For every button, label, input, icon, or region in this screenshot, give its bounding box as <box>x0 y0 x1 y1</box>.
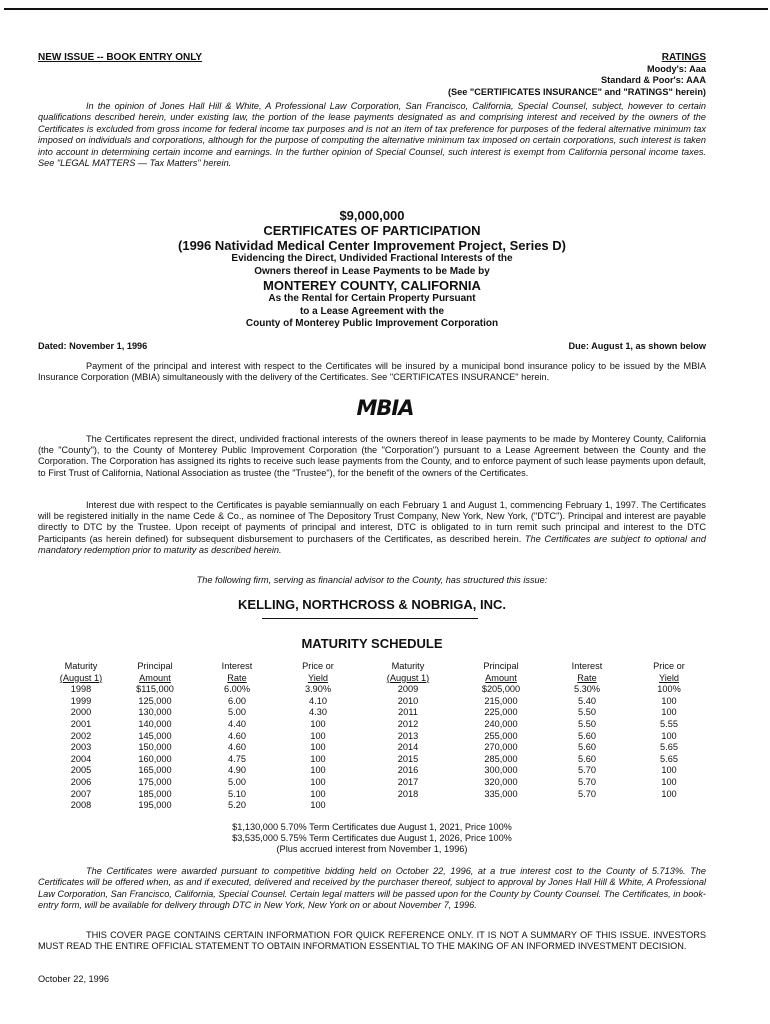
rating-sp: Standard & Poor's: AAA <box>601 75 706 86</box>
term-certificate-2026: $3,535,000 5.75% Term Certificates due August 1, 2026, Price 100% <box>232 833 512 844</box>
table-row: 2007 185,000 5.10 100 2018 335,000 5.70 100 <box>70 788 677 799</box>
advisor-line: The following firm, serving as financial advisor to the County, has structured this issue: <box>196 575 548 585</box>
issue-amount: $9,000,000 <box>339 208 405 223</box>
header-principal-2: Principal Amount <box>483 661 519 683</box>
table-row: 2002 145,000 4.60 100 2013 255,000 5.60 100 <box>70 730 677 741</box>
table-row: 1998 $115,000 6.00% 3.90% 2009 $205,000 5.30% 100% <box>70 684 681 695</box>
evidencing-line-2: Owners thereof in Lease Payments to be Made by <box>254 265 490 277</box>
top-rule <box>4 8 768 10</box>
document-date: October 22, 1996 <box>38 974 109 984</box>
dated-line: Dated: November 1, 1996 <box>38 341 148 351</box>
rental-line-3: County of Monterey Public Improvement Corporation <box>245 318 499 329</box>
certificates-paragraph: The Certificates represent the direct, undivided fractional interests of the owners thereof in lease payments to be made by Monterey County, California (the "County"), to the County of Monterey Public Improvement Corporation (the "Corporation") pursuant to a Lease Agreement between the County and the Corporation. The Corporation has assigned its rights to receive such lease payments from the County, and to enforce payment of such lease payments upon default, to First Trust of California, National Association as trustee (the "Trustee"), for the benefit of the owners of the Certificates. <box>38 434 706 478</box>
rental-line-2: to a Lease Agreement with the <box>299 305 445 317</box>
header-rate: Interest Rate <box>221 661 253 683</box>
table-row: 2003 150,000 4.60 100 2014 270,000 5.60 5.65 <box>70 742 678 753</box>
header-price-yield: Price or Yield <box>302 661 334 683</box>
rating-moodys: Moody's: Aaa <box>646 64 706 75</box>
accrued-interest-note: (Plus accrued interest from November 1, 1996) <box>276 844 468 855</box>
schedule-title: MATURITY SCHEDULE <box>301 636 443 651</box>
title-block <box>38 208 706 331</box>
table-row: 2008 195,000 5.20 100 <box>70 800 326 811</box>
table-row: 2000 130,000 5.00 4.30 2011 225,000 5.50 100 <box>70 707 677 718</box>
header-maturity: Maturity (August 1) <box>59 661 103 683</box>
term-certificates <box>38 822 706 856</box>
ratings-heading: RATINGS <box>661 52 706 63</box>
table-row: 2005 165,000 4.90 100 2016 300,000 5.70 100 <box>70 765 677 776</box>
term-certificate-2021: $1,130,000 5.70% Term Certificates due August 1, 2021, Price 100% <box>232 822 512 832</box>
insurance-paragraph: Payment of the principal and interest with respect to the Certificates will be insured by a municipal bond insurance policy to be issued by the MBIA Insurance Corporation (MBIA) simultaneously with the delivery of the Certificates. See "CERTIFICATES INSURANCE" herein. <box>38 361 706 383</box>
rental-line-1: As the Rental for Certain Property Pursuant <box>268 293 476 304</box>
header-price-yield-2: Price or Yield <box>653 661 685 683</box>
issue-label: NEW ISSUE -- BOOK ENTRY ONLY <box>38 52 203 63</box>
interest-paragraph <box>38 500 706 556</box>
county-name: MONTEREY COUNTY, CALIFORNIA <box>263 278 481 293</box>
cover-notice: THIS COVER PAGE CONTAINS CERTAIN INFORMATION FOR QUICK REFERENCE ONLY. IT IS NOT A SUMMARY OF THIS ISSUE. INVESTORS MUST READ THE ENTIRE OFFICIAL STATEMENT TO OBTAIN INFORMATION ESSENTIAL TO THE MAKING OF AN INFORMED INVESTMENT DECISION. <box>38 930 706 952</box>
tax-opinion: In the opinion of Jones Hall Hill & White, A Professional Law Corporation, San Francisco, California, Special Counsel, subject, however to certain qualifications described herein, under existing law, the portion of the lease payments designated as and comprising interest and received by the owners of the Certificates is excluded from gross income for federal income tax purposes and is not an item of tax preference for purposes of the federal alternative minimum tax imposed on individuals and corporations, although for the purpose of computing the alternative minimum tax imposed on certain corporations, such interest is taken into account in determining certain income and earnings. In the further opinion of Special Counsel, such interest is exempt from California personal income taxes. See "LEGAL MATTERS — Tax Matters" herein. <box>38 101 706 169</box>
table-row: 2001 140,000 4.40 100 2012 240,000 5.50 5.55 <box>70 718 678 729</box>
header-maturity-2: Maturity (August 1) <box>386 661 430 683</box>
redemption-note: The Certificates are subject to optional and mandatory redemption prior to maturity as described herein. <box>38 533 706 555</box>
ratings-reference: (See "CERTIFICATES INSURANCE" and "RATINGS" herein) <box>447 86 706 97</box>
mbia-logo: MBIA <box>356 396 414 420</box>
advisor-firm: KELLING, NORTHCROSS & NOBRIGA, INC. <box>238 597 506 612</box>
table-row: 2006 175,000 5.00 100 2017 320,000 5.70 100 <box>70 776 677 787</box>
interest-text: Interest due with respect to the Certificates is payable semiannually on each February 1 and August 1, commencing February 1, 1997. The Certificates will be registered initially in the name Cede & Co., as nominee of The Depository Trust Company, New York, New York, ("DTC"). Principal and interest are payable directly to DTC by the Trustee. Upon receipt of payments of principal and interest, DTC is obligated to in turn remit such principal and interest to the DTC Participants (as herein defined) for subsequent disbursement to purchasers of the Certificates, as described herein. <box>38 500 706 544</box>
project-name: (1996 Natividad Medical Center Improvement Project, Series D) <box>178 238 566 253</box>
header-rate-2: Interest Rate <box>571 661 603 683</box>
evidencing-line-1: Evidencing the Direct, Undivided Fractional Interests of the <box>231 253 513 264</box>
ratings-block <box>380 52 706 98</box>
issue-title: CERTIFICATES OF PARTICIPATION <box>263 223 481 238</box>
table-row: 2004 160,000 4.75 100 2015 285,000 5.60 5.65 <box>70 753 678 764</box>
award-paragraph: The Certificates were awarded pursuant to competitive bidding held on October 22, 1996, at a true interest cost to the County of 5.713%. The Certificates will be offered when, as and if executed, delivered and received by the purchaser thereof, subject to approval by Jones Hall Hill & White, A Professional Law Corporation, San Francisco, California, Special Counsel. Certain legal matters will be passed upon for the County by County Counsel. The Certificates, in book-entry form, will be available for delivery through DTC in New York, New York on or about November 7, 1996. <box>38 866 706 911</box>
table-header-row <box>50 661 710 684</box>
table-row: 1999 125,000 6.00 4.10 2010 215,000 5.40 100 <box>70 695 677 706</box>
maturity-table <box>50 661 710 812</box>
header-principal: Principal Amount <box>137 661 173 683</box>
firm-underline <box>262 618 478 619</box>
due-line: Due: August 1, as shown below <box>568 341 706 351</box>
